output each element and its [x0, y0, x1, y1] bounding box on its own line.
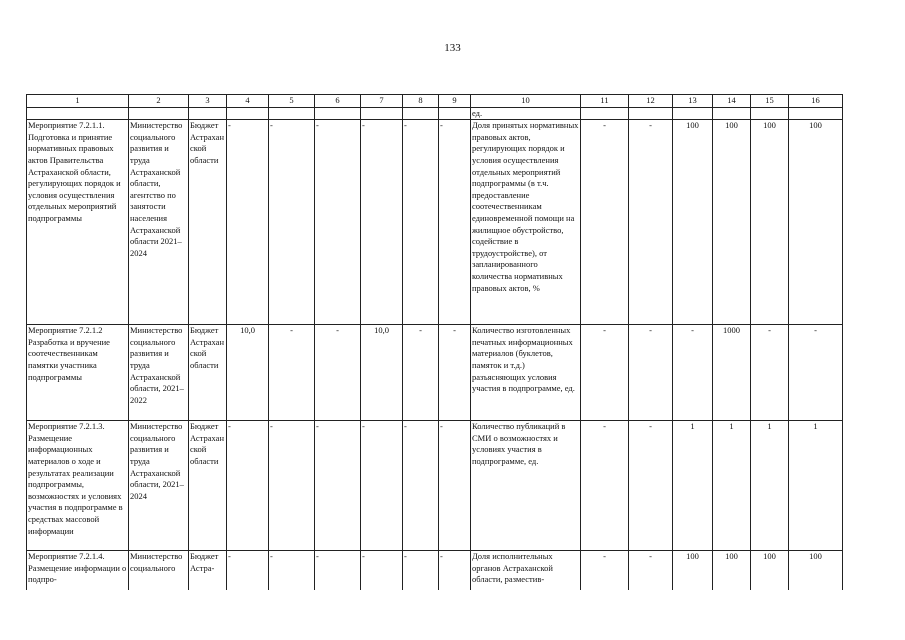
cell-12: - [629, 421, 673, 551]
header-cell: 14 [713, 95, 751, 108]
cell-7: - [361, 421, 403, 551]
executor: Министерство социального [129, 551, 189, 611]
header-cell: 7 [361, 95, 403, 108]
page-number: 133 [444, 42, 461, 54]
program-table [26, 94, 843, 611]
continuation-text: ед. [471, 107, 581, 120]
cell-16: 100 [789, 551, 843, 611]
funding-source: Бюджет Астраханской области [189, 421, 227, 551]
activity-name: Мероприятие 7.2.1.2 Разработка и вручение соотечественникам памятки участника подпрограммы [27, 325, 129, 421]
cell-11: - [581, 421, 629, 551]
header-cell: 10 [471, 95, 581, 108]
header-row [27, 95, 843, 108]
cell-15: 100 [751, 551, 789, 611]
cell-4: - [227, 120, 269, 325]
header-cell: 15 [751, 95, 789, 108]
cell-6: - [315, 325, 361, 421]
cell-11: - [581, 120, 629, 325]
cell-7: - [361, 120, 403, 325]
continuation-row [27, 107, 843, 120]
cell-8: - [403, 325, 439, 421]
indicator: Доля принятых нормативных правовых актов, регулирующих порядок и условия осуществления отдельных мероприятий подпрограммы (в т.ч. предоставление соотечественникам единовременной помощи на жилищное обустройство, содействие в трудоустройстве), от запланированного количества нормативных правовых актов, % [471, 120, 581, 325]
cell-5: - [269, 551, 315, 611]
executor: Министерство социального развития и труда Астраханской области, агентство по занятости населения Астраханской области 2021–2024 [129, 120, 189, 325]
header-cell: 9 [439, 95, 471, 108]
cell-6: - [315, 551, 361, 611]
header-cell: 16 [789, 95, 843, 108]
indicator: Доля исполнительных органов Астраханской области, разместив- [471, 551, 581, 611]
activity-name: Мероприятие 7.2.1.3. Размещение информационных материалов о ходе и результатах реализации подпрограммы, возможностях и условиях участия в подпрограмме в средствах массовой информации [27, 421, 129, 551]
cell-14: 100 [713, 120, 751, 325]
cell-13: 1 [673, 421, 713, 551]
cell-9: - [439, 325, 471, 421]
cell-6: - [315, 421, 361, 551]
executor: Министерство социального развития и труда Астраханской области, 2021–2024 [129, 421, 189, 551]
cell-12: - [629, 325, 673, 421]
cell-14: 1 [713, 421, 751, 551]
cell-14: 1000 [713, 325, 751, 421]
cell-16: - [789, 325, 843, 421]
cell-11: - [581, 325, 629, 421]
cell-11: - [581, 551, 629, 611]
cell-15: 100 [751, 120, 789, 325]
cell-14: 100 [713, 551, 751, 611]
cell-15: 1 [751, 421, 789, 551]
cell-16: 100 [789, 120, 843, 325]
cell-12: - [629, 120, 673, 325]
table-row [27, 120, 843, 325]
activity-name: Мероприятие 7.2.1.4. Размещение информации о подпро- [27, 551, 129, 611]
cell-9: - [439, 421, 471, 551]
cell-15: - [751, 325, 789, 421]
cell-8: - [403, 551, 439, 611]
cell-7: - [361, 551, 403, 611]
header-cell: 6 [315, 95, 361, 108]
cell-13: 100 [673, 120, 713, 325]
header-cell: 5 [269, 95, 315, 108]
cell-16: 1 [789, 421, 843, 551]
activity-name: Мероприятие 7.2.1.1. Подготовка и принятие нормативных правовых актов Правительства Астраханской области, регулирующих порядок и условия осуществления отдельных мероприятий подпрограммы [27, 120, 129, 325]
header-cell: 2 [129, 95, 189, 108]
funding-source: Бюджет Астра- [189, 551, 227, 611]
cell-9: - [439, 551, 471, 611]
table-row [27, 325, 843, 421]
indicator: Количество изготовленных печатных информационных материалов (буклетов, памяток и т.д.) разъясняющих условия участия в подпрограмме, ед. [471, 325, 581, 421]
indicator: Количество публикаций в СМИ о возможностях и условиях участия в подпрограмме, ед. [471, 421, 581, 551]
cell-9: - [439, 120, 471, 325]
cell-5: - [269, 120, 315, 325]
cell-13: - [673, 325, 713, 421]
cell-8: - [403, 120, 439, 325]
cell-8: - [403, 421, 439, 551]
executor: Министерство социального развития и труда Астраханской области, 2021–2022 [129, 325, 189, 421]
cell-6: - [315, 120, 361, 325]
cell-5: - [269, 325, 315, 421]
funding-source: Бюджет Астраханской области [189, 325, 227, 421]
header-cell: 1 [27, 95, 129, 108]
page-bottom-mask [0, 590, 905, 640]
cell-5: - [269, 421, 315, 551]
cell-4: - [227, 551, 269, 611]
cell-13: 100 [673, 551, 713, 611]
header-cell: 11 [581, 95, 629, 108]
cell-4: 10,0 [227, 325, 269, 421]
header-cell: 12 [629, 95, 673, 108]
cell-4: - [227, 421, 269, 551]
header-cell: 4 [227, 95, 269, 108]
funding-source: Бюджет Астраханской области [189, 120, 227, 325]
table-row [27, 421, 843, 551]
header-cell: 13 [673, 95, 713, 108]
header-cell: 3 [189, 95, 227, 108]
cell-12: - [629, 551, 673, 611]
cell-7: 10,0 [361, 325, 403, 421]
header-cell: 8 [403, 95, 439, 108]
